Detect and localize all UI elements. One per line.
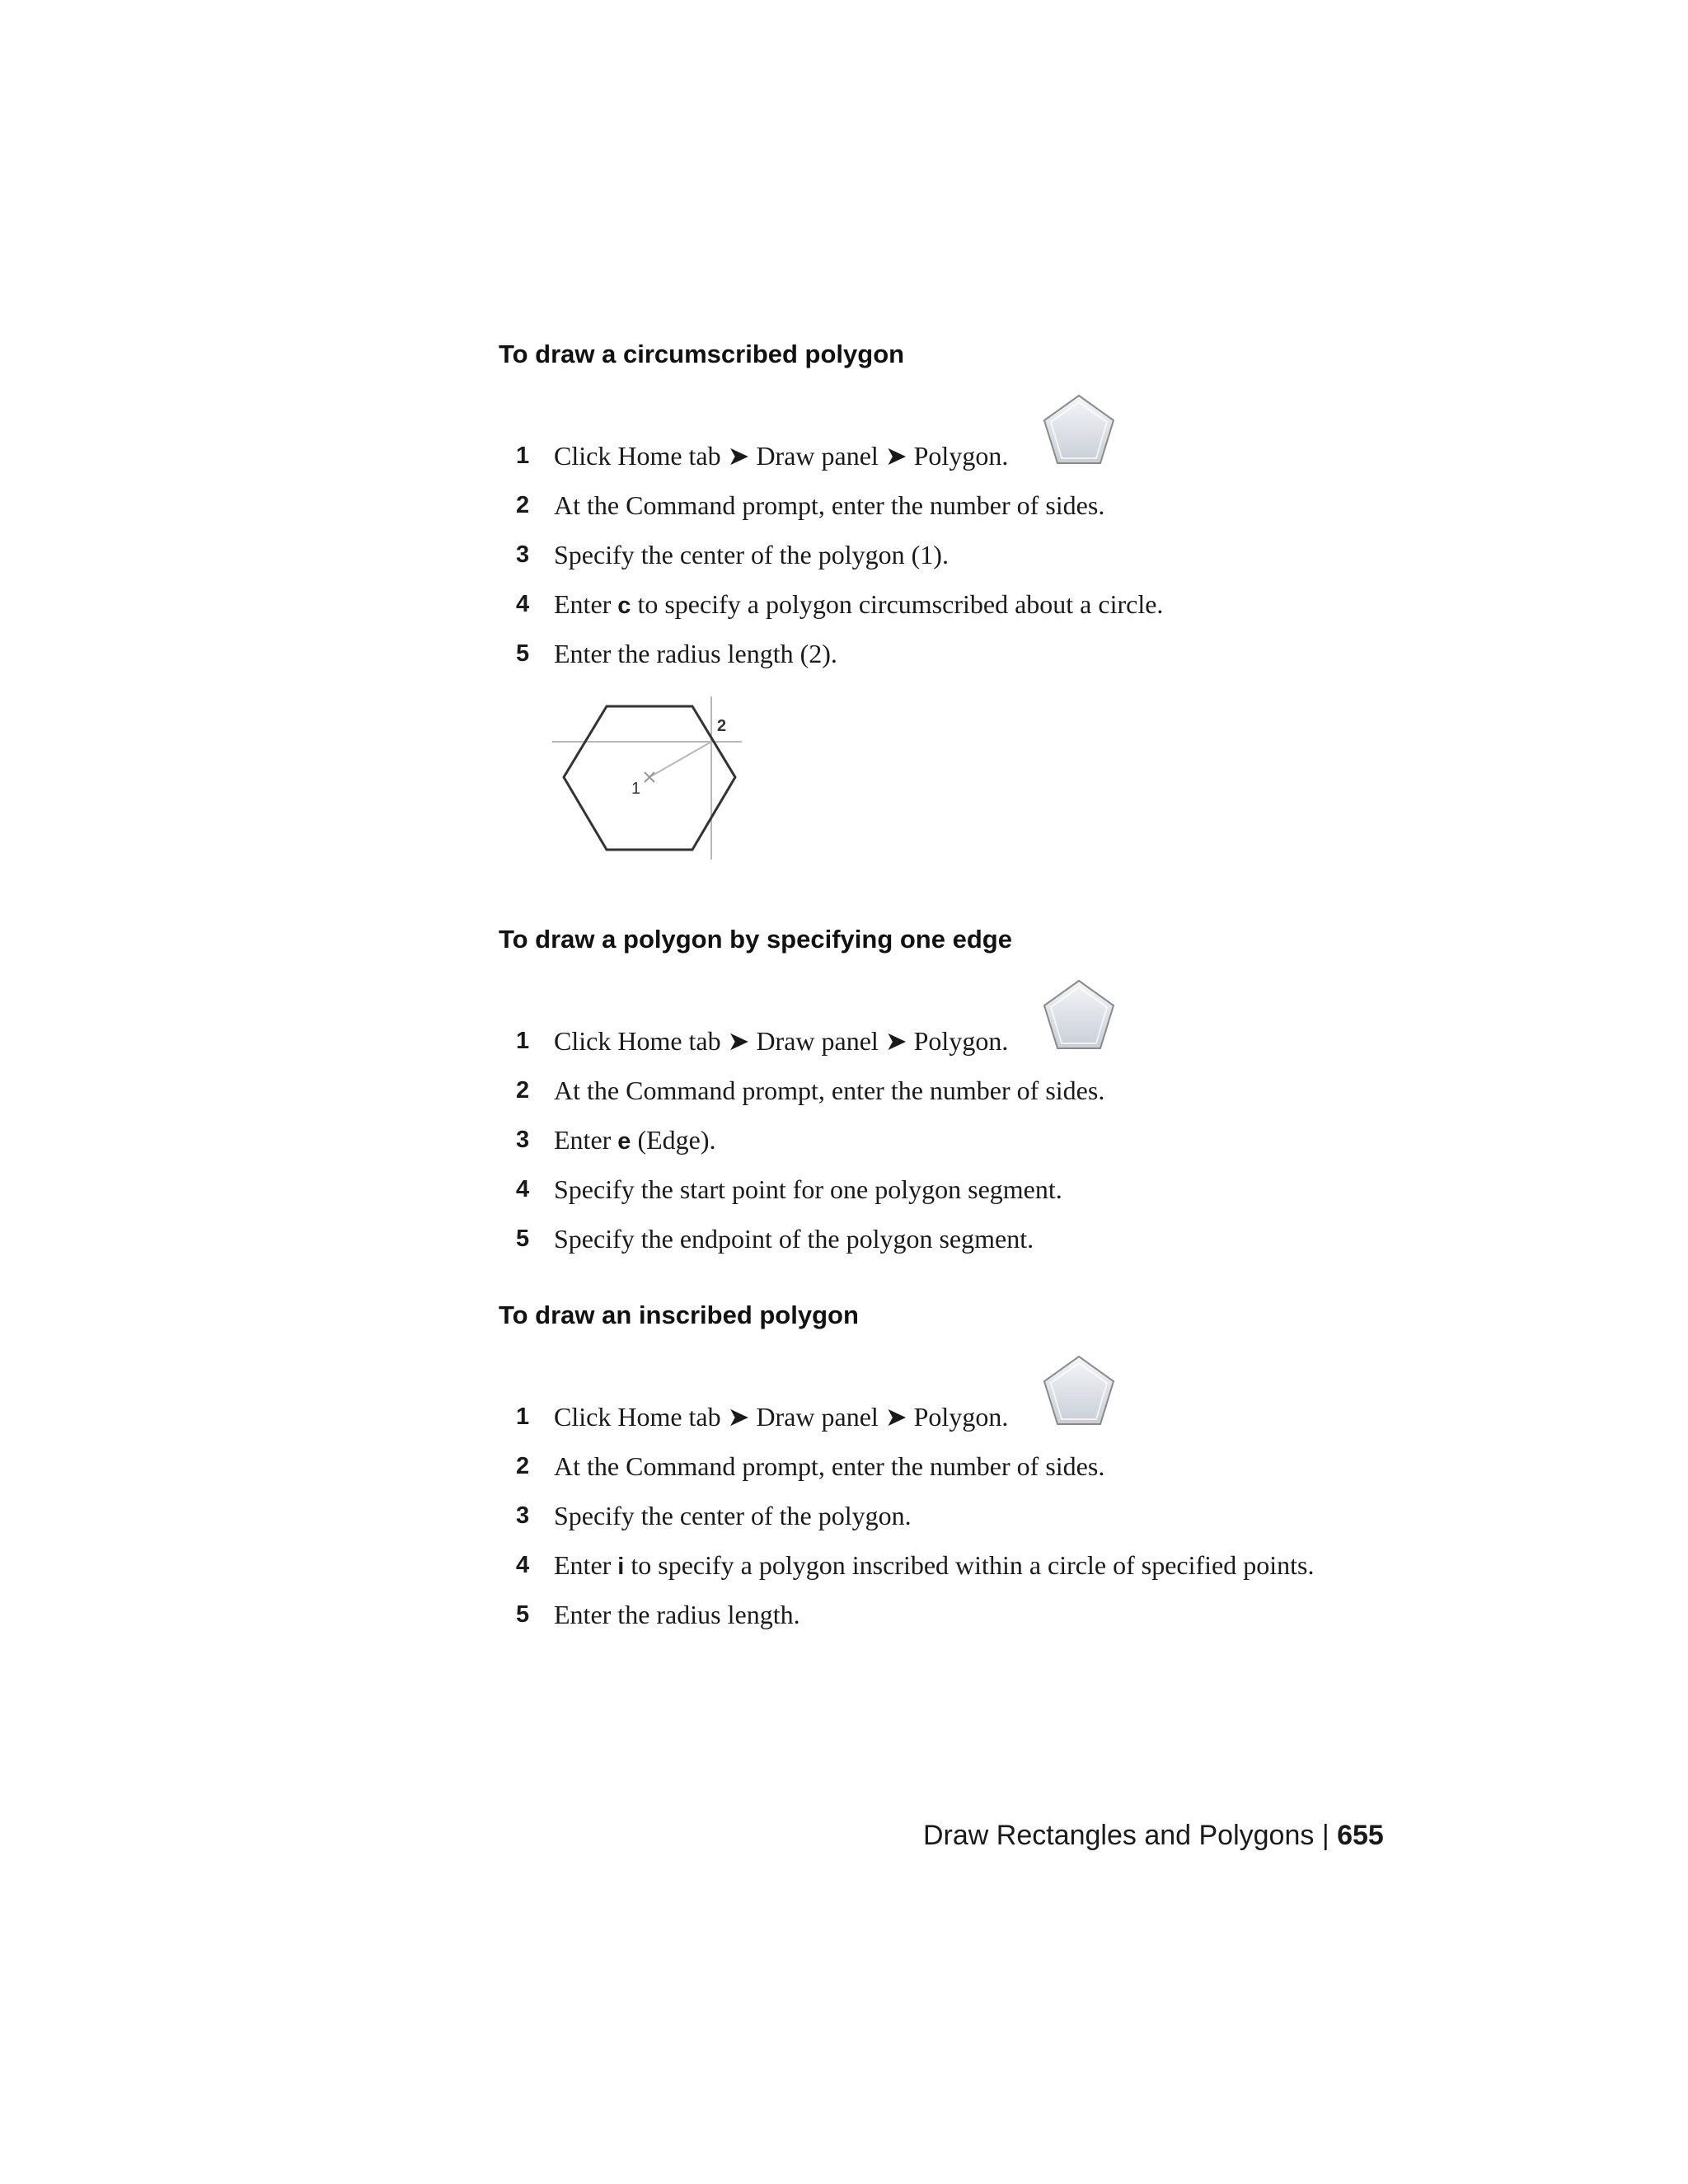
step-item <box>495 439 1484 489</box>
step-text: Click Home tab ➤ Draw panel ➤ Polygon. <box>554 1026 1009 1056</box>
section-heading-inscribed: To draw an inscribed polygon <box>499 1301 859 1329</box>
step-text <box>554 1549 1314 1583</box>
step-item <box>495 637 1484 687</box>
step-item <box>495 1598 1484 1647</box>
step-item <box>495 538 1484 588</box>
step-number: 5 <box>516 1226 530 1252</box>
step-item <box>495 1549 1484 1598</box>
step-text <box>554 588 1163 622</box>
step-text-post: to specify a polygon circumscribed about a circle. <box>631 589 1164 619</box>
steps-list-edge <box>495 1024 1484 1272</box>
step-number: 3 <box>516 541 530 568</box>
footer-separator: | <box>1314 1820 1338 1851</box>
step-item <box>495 1123 1484 1173</box>
step-number: 4 <box>516 1176 530 1202</box>
section-heading-edge: To draw a polygon by specifying one edge <box>499 925 1012 954</box>
step-text <box>554 1123 716 1158</box>
step-item <box>495 1024 1484 1074</box>
center-marker <box>645 772 654 782</box>
step-item <box>495 489 1484 538</box>
step-text-post: to specify a polygon inscribed within a circle of specified points. <box>624 1550 1315 1580</box>
step-text: At the Command prompt, enter the number of sides. <box>554 490 1105 520</box>
page-footer <box>923 1820 1384 1852</box>
step-number: 1 <box>516 1028 530 1054</box>
circumscribed-hexagon-diagram <box>552 696 767 865</box>
steps-list-inscribed <box>495 1400 1484 1647</box>
command-key: c <box>617 593 631 619</box>
step-text: Enter the radius length (2). <box>554 639 837 668</box>
step-number: 4 <box>516 1552 530 1578</box>
step-number: 3 <box>516 1127 530 1153</box>
step-text: At the Command prompt, enter the number of sides. <box>554 1076 1105 1105</box>
step-number: 1 <box>516 1404 530 1430</box>
footer-title: Draw Rectangles and Polygons <box>923 1820 1315 1851</box>
step-text-pre: Enter <box>554 589 618 619</box>
step-number: 2 <box>516 1453 530 1479</box>
step-number: 5 <box>516 1601 530 1628</box>
step-text-post: (Edge). <box>631 1125 716 1155</box>
step-number: 3 <box>516 1502 530 1529</box>
step-number: 2 <box>516 492 530 518</box>
step-text: Click Home tab ➤ Draw panel ➤ Polygon. <box>554 1402 1009 1432</box>
step-number: 2 <box>516 1077 530 1104</box>
step-text: At the Command prompt, enter the number of sides. <box>554 1451 1105 1481</box>
step-text: Specify the center of the polygon. <box>554 1501 912 1530</box>
step-item <box>495 1499 1484 1549</box>
steps-list-circumscribed <box>495 439 1484 687</box>
step-item <box>495 1222 1484 1272</box>
command-key: e <box>617 1128 631 1155</box>
step-item <box>495 1400 1484 1450</box>
step-number: 1 <box>516 443 530 469</box>
radius-point-label: 2 <box>717 717 727 735</box>
step-number: 4 <box>516 591 530 617</box>
step-text-pre: Enter <box>554 1550 618 1580</box>
step-text: Click Home tab ➤ Draw panel ➤ Polygon. <box>554 441 1009 471</box>
section-heading-circumscribed: To draw a circumscribed polygon <box>499 340 905 368</box>
step-number: 5 <box>516 640 530 667</box>
command-key: i <box>617 1554 625 1580</box>
step-text-pre: Enter <box>554 1125 618 1155</box>
radius-line <box>649 742 711 777</box>
step-item <box>495 1450 1484 1499</box>
step-text: Enter the radius length. <box>554 1600 800 1629</box>
step-item <box>495 1074 1484 1123</box>
step-text: Specify the start point for one polygon segment. <box>554 1174 1062 1204</box>
page-number: 655 <box>1337 1820 1384 1851</box>
center-label: 1 <box>631 780 641 798</box>
step-item <box>495 588 1484 637</box>
step-text: Specify the center of the polygon (1). <box>554 540 949 569</box>
step-text: Specify the endpoint of the polygon segment. <box>554 1224 1034 1254</box>
step-item <box>495 1173 1484 1222</box>
